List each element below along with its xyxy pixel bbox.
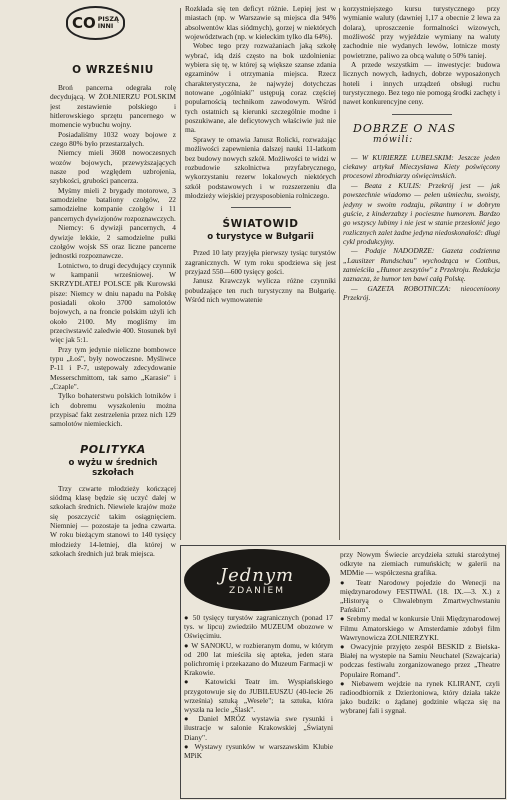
section-title-dobrze-o-nas [353,122,500,145]
news-item: ● Daniel MRÓZ wystawia swe rysunki i ilustracje w salonie Krakowskiej „Światyni Diany". [184,714,333,742]
article-title-swiatowid: ŚWIATOWID [222,218,299,231]
paragraph: Broń pancerna odegrała rolę decydującą. W ŻOŁNIERZU POLSKIM jest zestawienie polskiego i hitlerowskiego sprzętu pancernego w momencie wybuchu wojny. [50,83,176,130]
separator [392,114,452,115]
news-item: ● Owacyjnie przyjęto zespół BESKID z Bielska-Białej na wystepie na Samiu Neuchatel (Szwajcaria) podczas festiwalu zorganizowanego przez „Theatre Populaire Romand". [340,642,500,679]
paragraph: Posiadaliśmy 1032 wozy bojowe z czego 80% było przestarzałych. [50,129,176,149]
paragraph: Trzy czwarte młodzieży kończącej siódmą klasę będzie się uczyć dalej w szkołach średnich. Niewiele krajów może się poszczycić takim osiągnięciem. Niemniej — pozostaje ta jedna czwarta. W roku bieżącym stanowi to 140 tysięcy młodzieży 14-letniej, dla której w szkołach średnich już brak miejsca. [50,483,176,559]
paragraph: — Podaje NADODRZE: Gazeta codzienna „Lausitzer Rundschau" wychodząca w Cottbus, zamieściła „Humor zeszytów" z Przekroju. Redakcja zaznacza, że humor ten bawi całą Polskę. [343,246,500,284]
paragraph: Niemcy mieli 3608 nowoczesnych wozów bojowych, przewyższających nasze pod względem uzbrojenia, szybkości, grubości pancerza. [50,148,176,186]
article-subtitle: o turystyce w Bułgarii [207,232,314,243]
handwritten-subtitle: mówili: [373,134,414,145]
logo-pisza: PISZĄ [97,15,119,23]
news-item: ● W SANOKU, w rozbieranym domu, w którym od 200 lat mieściła się apteka, jeden stara polichromię i przekazano do Muzeum Farmacji w Krakowie. [184,640,333,678]
paragraph: — GAZETA ROBOTNICZA: nieocenioony Przekrój. [343,283,500,302]
paragraph: Janusz Krawczyk wylicza różne czynniki pobudzające ten ruch turystyczny na Bułgarię. Wśród nich wymowatenie [185,276,336,304]
badge-title: Jednym [219,564,295,586]
news-item: ● Teatr Narodowy pojedzie do Wenecji na międzynarodowy FESTIWAL (18. IX.—3. X.) z „Historyą o Chwalebnym Zmartwychwstaniu Pańskim". [340,577,500,615]
paragraph: Wobec tego przy rozważaniach jaką szkołę wybrać, idą dziś często na bok uzdolnienia: wybiera się tę, w której są większe szanse zdania egzaminów i otrzymania miejsca. Rzecz charakterystyczna, że najwyżej dotychczas notowane „ogólniaki" ustępują coraz częściej popularnością technikom zawodowym. Wśród tych ostatnich są kierunki szczególnie modne i poszukiwane, ale deficytowych właściwie już nie ma. [185,41,336,135]
paragraph: Myśmy mieli 2 brygady motorowe, 3 samodzielne bataliony czołgów, 22 samodzielne kompanie czołgów i 11 pancernych dywizjonów rozpoznawczych. [50,185,176,223]
paragraph: — Beata z KULIS: Przekrój jest — jak powszechnie wiadomo — pełen uśmiechu, swoisty, jedyny w swoim rodzaju, pikantny i w dobrym guście, z kinderzabzy i pocieszne humorem. Bardzo go wszyscy lubimy i nie jest w stanie przesłonić jego rozlicznych zalet żadne jedyna niedoskonałość: długi cykl produkcyjny. [343,180,500,246]
column-rule [180,8,181,540]
news-item: przy Nowym Świecie arcydzieła sztuki starożytnej odkryte na ziemiach rumuńskich; w galerii na MDMie — współczesna grafika. [340,550,500,578]
jednym-zdaniem-badge [184,549,330,611]
column-left [50,4,176,800]
column-middle [185,4,336,540]
news-item: ● Niebawem wejdzie na rynek KLIRANT, czyli radioodbiornik z Dzierżoniowa, który działa także jako budzik: o żądanej godzinie włącza się na wybranej fali i sygnał. [340,678,500,716]
article-title-polityka: POLITYKA [80,442,146,456]
paragraph: — W KURIERZE LUBELSKIM: Jeszcze jeden ciekawy artykuł Mieczysława Kiety poświęcony procesowi zbrodniarzy oświęcimskich. [343,152,500,181]
badge-subtitle: ZDANIEM [229,585,285,596]
co-pisza-inni-logo [66,6,125,40]
article-subtitle: o wyżu w średnich szkołach [68,457,158,478]
paragraph: Tylko bohaterstwu polskich lotników i ich dobremu wyszkoleniu można przypisać fakt zestrzelenia przez nich 129 samolotów niemieckich. [50,391,176,429]
paragraph: A przede wszystkim — inwestycje: budowa licznych nowych, ładnych, dobrze wyposażonych hoteli i innych urządzeń obsługi ruchu turystycznego. Bez tego nie pomogą środki zachęty i nawet konkurencyjne ceny. [343,60,500,107]
paragraph: korzystniejszego kursu turystycznego przy wymianie waluty (dawniej 1,17 a obecnie 2 lewa za dolara), uproszczenie formalności wizowych, możliwość przy wyjeździe wymiany na waluty zachodnie nie wydanych lewów, lotnicze mosty powietrzne, paliwo za obcą walutę o 50% taniej. [343,4,500,60]
logo-inni: INNI [97,22,114,30]
paragraph: Sprawy te omawia Janusz Rolicki, rozważając możliwości zapewnienia dalszej nauki 11-latkom bez budowy nowych szkół. Możliwości te widzi w rozbudowie szkolnictwa przyfabrycznego, wykorzystaniu rezerw lokalowych niektórych szkół podstawowych i w rozszerzeniu dla młodzieży wiejskiej przysposobienia rolniczego. [185,134,336,200]
paragraph: Niemcy: 6 dywizji pancernych, 4 dywizje lekkie, 2 samodzielne pułki czołgów wojsk SS oraz liczne pancerne jednostki rozpoznawcze. [50,223,176,261]
column-right [343,4,500,540]
paragraph: Przy tym jedynie nieliczne bombowce typu „Łoś", były nowoczesne. Myśliwce P-11 i P-7, ustępowały zdecydowanie Messerschmittom, tak samo „Karasie" i „Czaple". [50,344,176,391]
news-item: ● 50 tysięcy turystów zagranicznych (ponad 17 tys. w lipcu) zwiedziło MUZEUM obozowe w Oświęcimiu. [184,613,333,641]
logo-co: CO [71,14,96,32]
separator [231,207,291,208]
paragraph: Przed 10 laty przyjęła pierwszy tysiąc turystów zagranicznych. W tym roku spodziewa się jest przyjazd 550—600 tysięcy gości. [185,248,336,276]
box-column-left [184,613,333,797]
handwritten-title: DOBRZE O NAS [353,121,456,135]
column-rule [339,8,340,540]
article-title-wrzesien: O WRZEŚNIU [72,64,154,76]
paragraph: Rozkłada się ten deficyt różnie. Lepiej jest w miastach (np. w Warszawie są miejsca dla 94% absolwentów klas siódmych), gorzej w niektórych województwach (np. w kieleckim tylko dla 64%). [185,4,336,42]
paragraph: Lotnictwo, to drugi decydujący czynnik w kampanii wrześniowej. W SKRZYDLATEJ POLSCE płk Kurowski pisze: Niemcy w dniu napadu na Polskę posiadali około 3700 samolotów bojowych, a na froncie polskim użyli ich około 2100. My mogliśmy im przeciwstawić zaledwie 400. Stosunek był więc jak 5:1. [50,260,176,345]
news-item: ● Srebrny medal w konkursie Unii Międzynarodowej Filmu Amatorskiego w Amsterdamie zdobył film Wawrynowicza ZOLNIERZYKI. [340,614,500,642]
news-item: ● Wystawy rysunków w warszawskim Klubie MPiK [184,741,333,761]
news-item: ● Katowicki Teatr im. Wyspiańskiego przygotowuje się do JUBILEUSZU (40-lecie 26 września) sztuką „Wesele"; ta sztuka, która wyszła na lecie „Ślask". [184,677,333,715]
box-column-right [340,550,500,797]
